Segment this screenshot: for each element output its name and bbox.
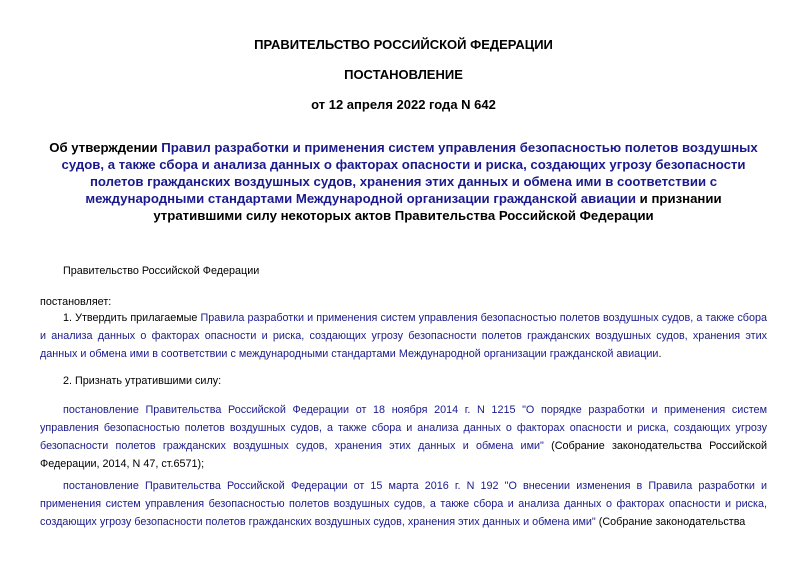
item-1-rules-link[interactable]: Правила разработки и применения систем управления безопасностью полетов воздушных судов, а также сбора и анализа данных о факторах опасности и риска, создающих угрозу безопасности полетов гражданских воздушных судов, хранения этих данных и обмена ими в соответствии с международными стандартами Международной организации гражданской авиации [40, 312, 768, 360]
document-type-heading: ПОСТАНОВЛЕНИЕ [344, 67, 463, 82]
resolves-paragraph: постановляет: [40, 296, 112, 308]
title-rules-link[interactable]: Правил разработки и применения систем управления безопасностью полетов воздушных судов, а также сбора и анализа данных о факторах опасности и риска, создающих угрозу безопасности полетов гражданских воздушных судов, хранения этих данных и обмена ими в соответствии с международными стандартами Международной организации гражданской авиации [61, 140, 758, 206]
date-number-heading: от 12 апреля 2022 года N 642 [311, 97, 496, 112]
issuer-paragraph: Правительство Российской Федерации [63, 265, 260, 277]
repealed-act-1-source: (Собрание законодательства Российской Федерации, 2014, N 47, ст.6571); [40, 440, 768, 470]
repealed-act-1-link[interactable]: постановление Правительства Российской Федерации от 18 ноября 2014 г. N 1215 "О порядке разработки и применения систем управления безопасностью полетов воздушных судов, а также сбора и анализа данных о факторах опасности и риска, создающих угрозу безопасности полетов гражданских воздушных судов, хранения этих данных и обмена ими" [40, 404, 767, 452]
title-prefix: Об утверждении [49, 140, 162, 155]
title-suffix: и признании утратившими силу некоторых актов Правительства Российской Федерации [153, 191, 722, 223]
item-2-paragraph: 2. Признать утратившими силу: [63, 375, 222, 387]
item-1-prefix: 1. Утвердить прилагаемые [63, 312, 201, 324]
item-1-paragraph [40, 309, 767, 363]
document-title [40, 139, 767, 224]
authority-heading: ПРАВИТЕЛЬСТВО РОССИЙСКОЙ ФЕДЕРАЦИИ [254, 37, 553, 52]
repealed-act-2-source: (Собрание законодательства [595, 516, 746, 528]
repealed-act-2-link[interactable]: постановление Правительства Российской Федерации от 15 марта 2016 г. N 192 "О внесении изменения в Правила разработки и применения систем управления безопасностью полетов воздушных судов, а также сбора и анализа данных о факторах опасности и риска, создающих угрозу безопасности полетов гражданских воздушных судов, хранения этих данных и обмена ими" [40, 480, 767, 528]
repealed-act-2-paragraph [40, 477, 767, 531]
item-1-suffix: . [658, 348, 662, 360]
repealed-act-1-paragraph [40, 401, 767, 473]
